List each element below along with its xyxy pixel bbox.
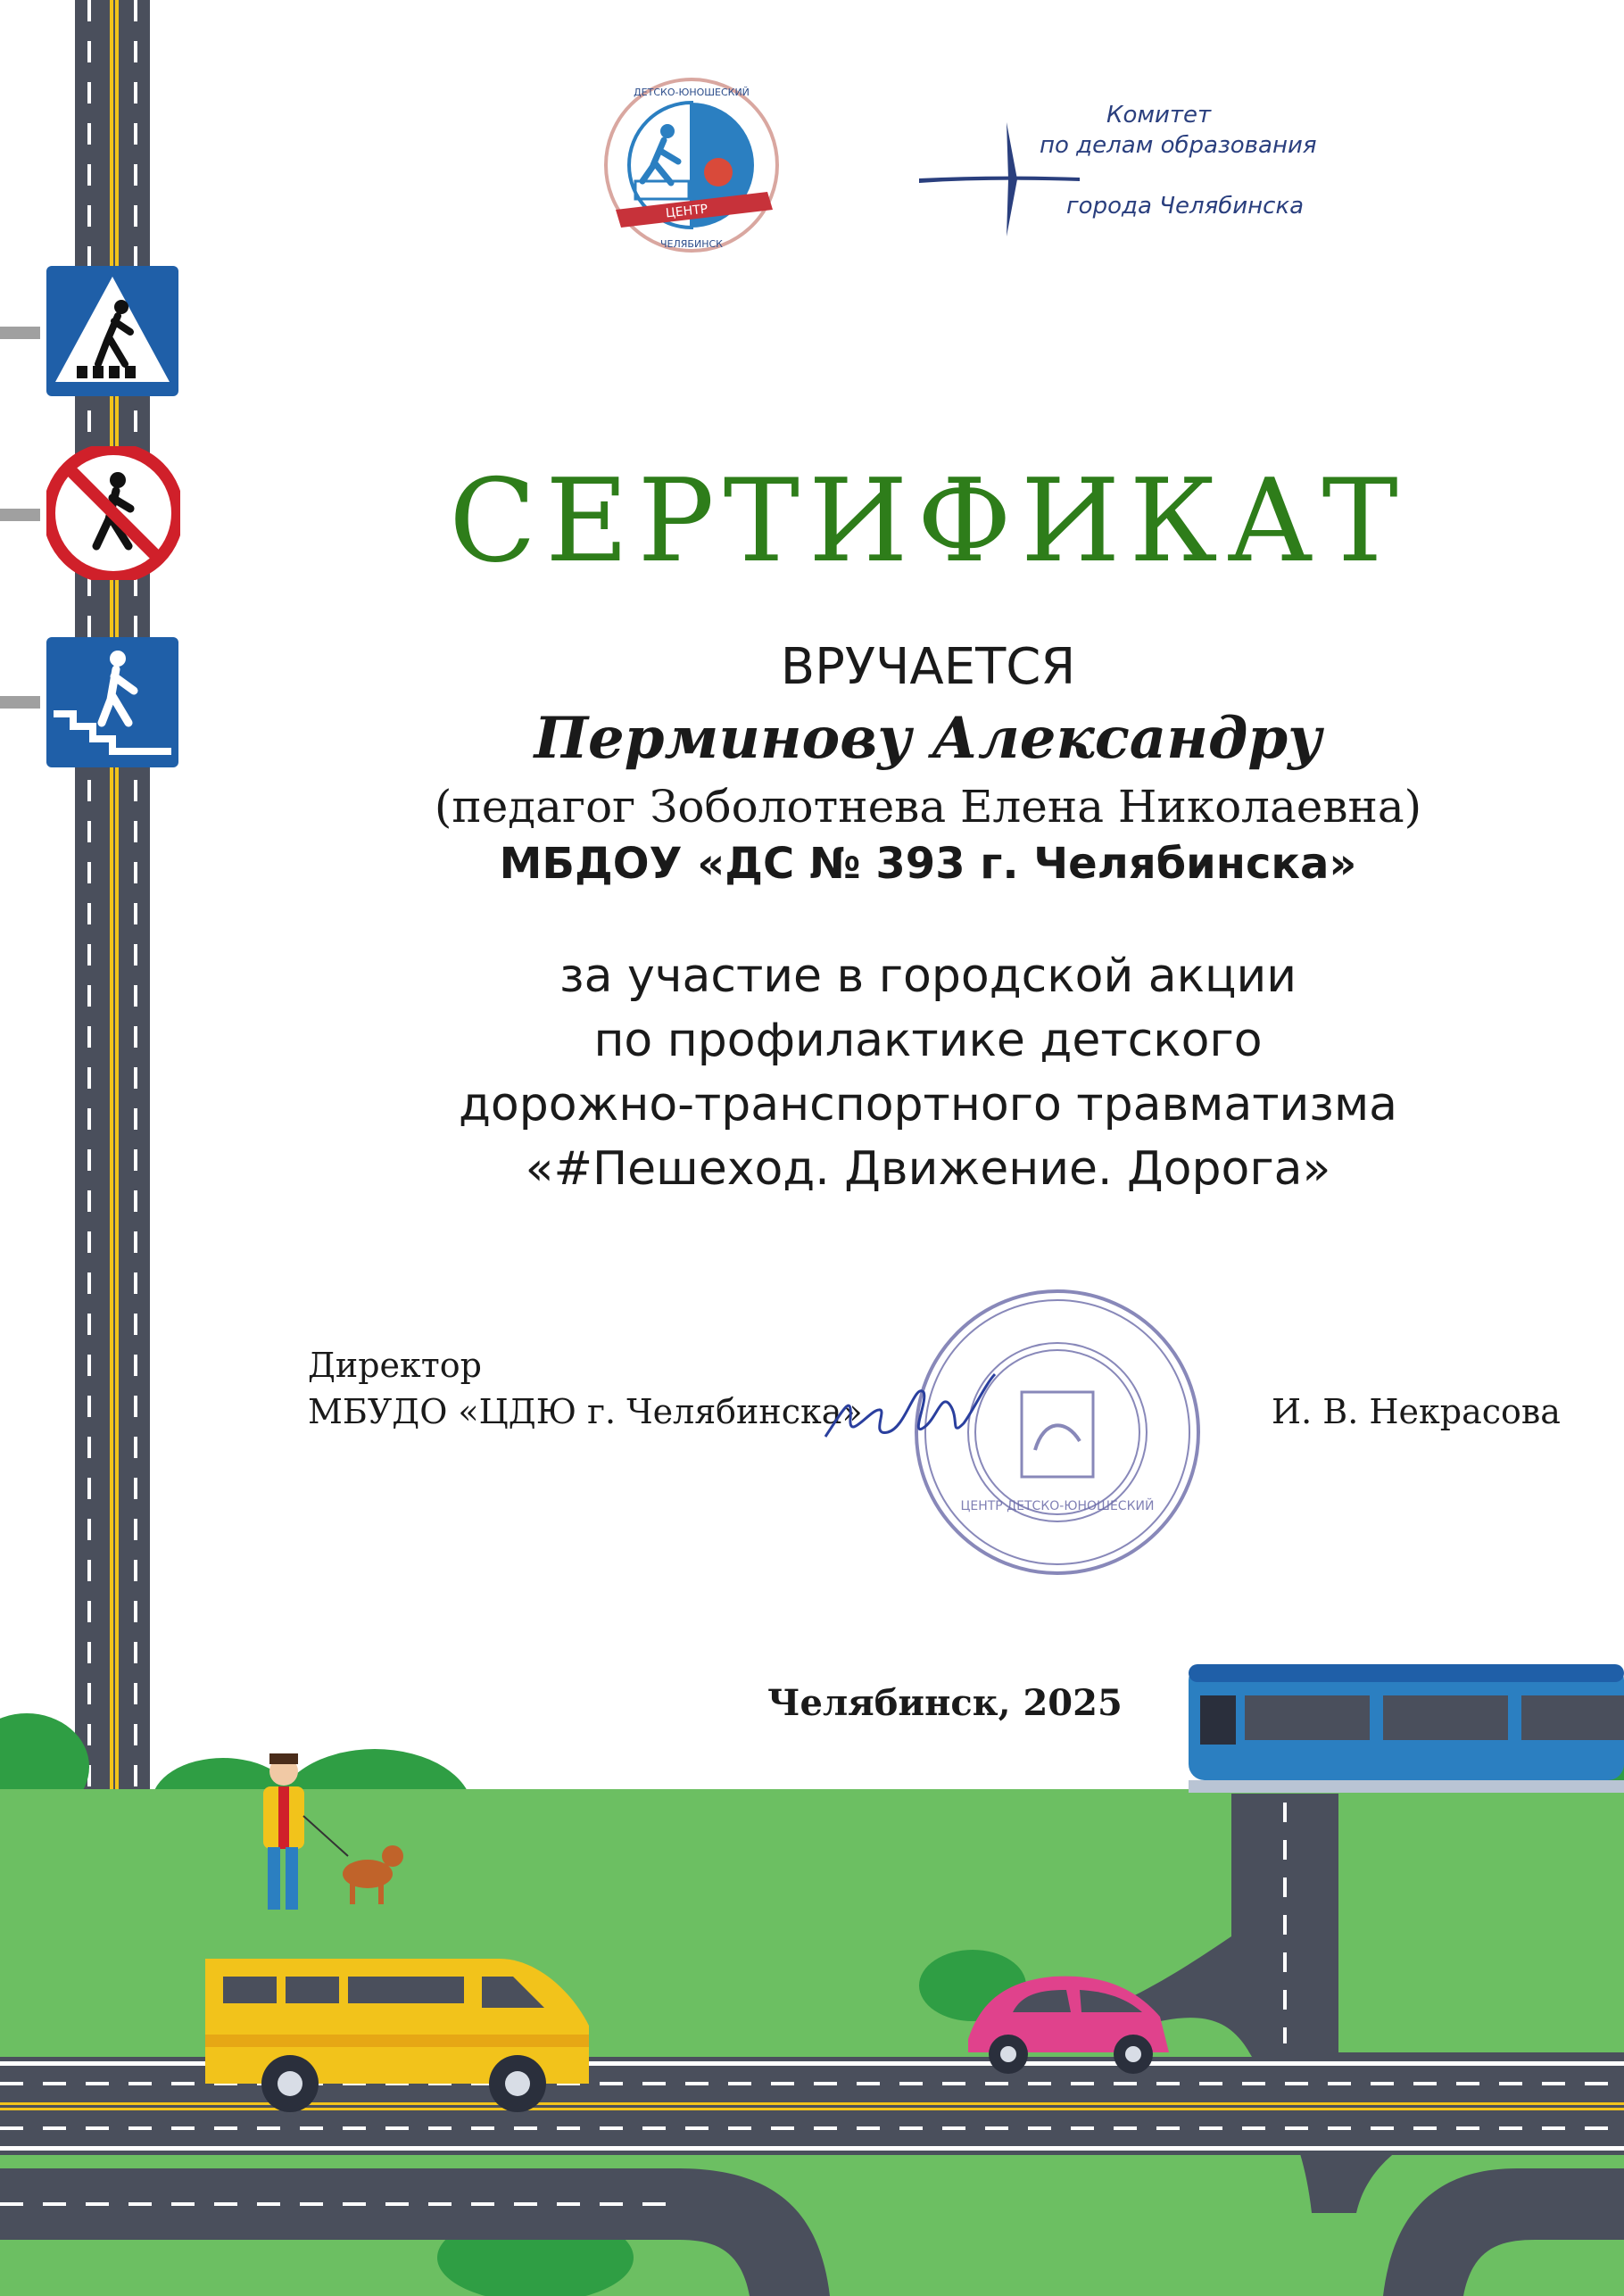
director-organization: МБУДО «ЦДЮ г. Челябинска» — [308, 1392, 863, 1431]
underground-crossing-sign-icon — [46, 637, 178, 767]
logo-ribbon-text: ЦЕНТР — [665, 202, 708, 221]
recipient-name: Перминову Александру — [534, 705, 1322, 772]
logo-top-text: ДЕТСКО-ЮНОШЕСКИЙ — [634, 87, 750, 98]
director-signature — [816, 1356, 1013, 1455]
teacher-line: (педагог Зоболотнева Елена Николаевна) — [434, 781, 1422, 833]
description-line: «#Пешеход. Движение. Дорога» — [525, 1142, 1331, 1196]
place-and-year: Челябинск, 2025 — [767, 1682, 1123, 1724]
awarded-label: ВРУЧАЕТСЯ — [780, 638, 1076, 696]
stamp-text: ЦЕНТР ДЕТСКО-ЮНОШЕСКИЙ — [960, 1499, 1155, 1513]
road-landscape-illustration — [0, 1633, 1624, 2296]
no-pedestrians-sign-icon — [46, 446, 180, 580]
description-line: за участие в городской акции — [559, 949, 1297, 1003]
committee-line1: Комитет — [1106, 102, 1212, 128]
committee-line3: города Челябинска — [1066, 193, 1305, 220]
description-line: по профилактике детского — [593, 1014, 1263, 1067]
committee-logo-text — [1026, 100, 1316, 221]
certificate-title: СЕРТИФИКАТ — [449, 455, 1407, 588]
description-line: дорожно-транспортного травматизма — [458, 1078, 1398, 1131]
director-title: Директор — [308, 1346, 483, 1385]
director-name: И. В. Некрасова — [1272, 1392, 1561, 1431]
committee-line2: по делам образования — [1040, 132, 1317, 159]
organization-line: МБДОУ «ДС № 393 г. Челябинска» — [499, 839, 1357, 889]
logo-bottom-text: ЧЕЛЯБИНСК — [660, 238, 723, 250]
youth-center-logo — [589, 76, 794, 263]
pedestrian-crossing-sign-icon — [46, 266, 178, 396]
